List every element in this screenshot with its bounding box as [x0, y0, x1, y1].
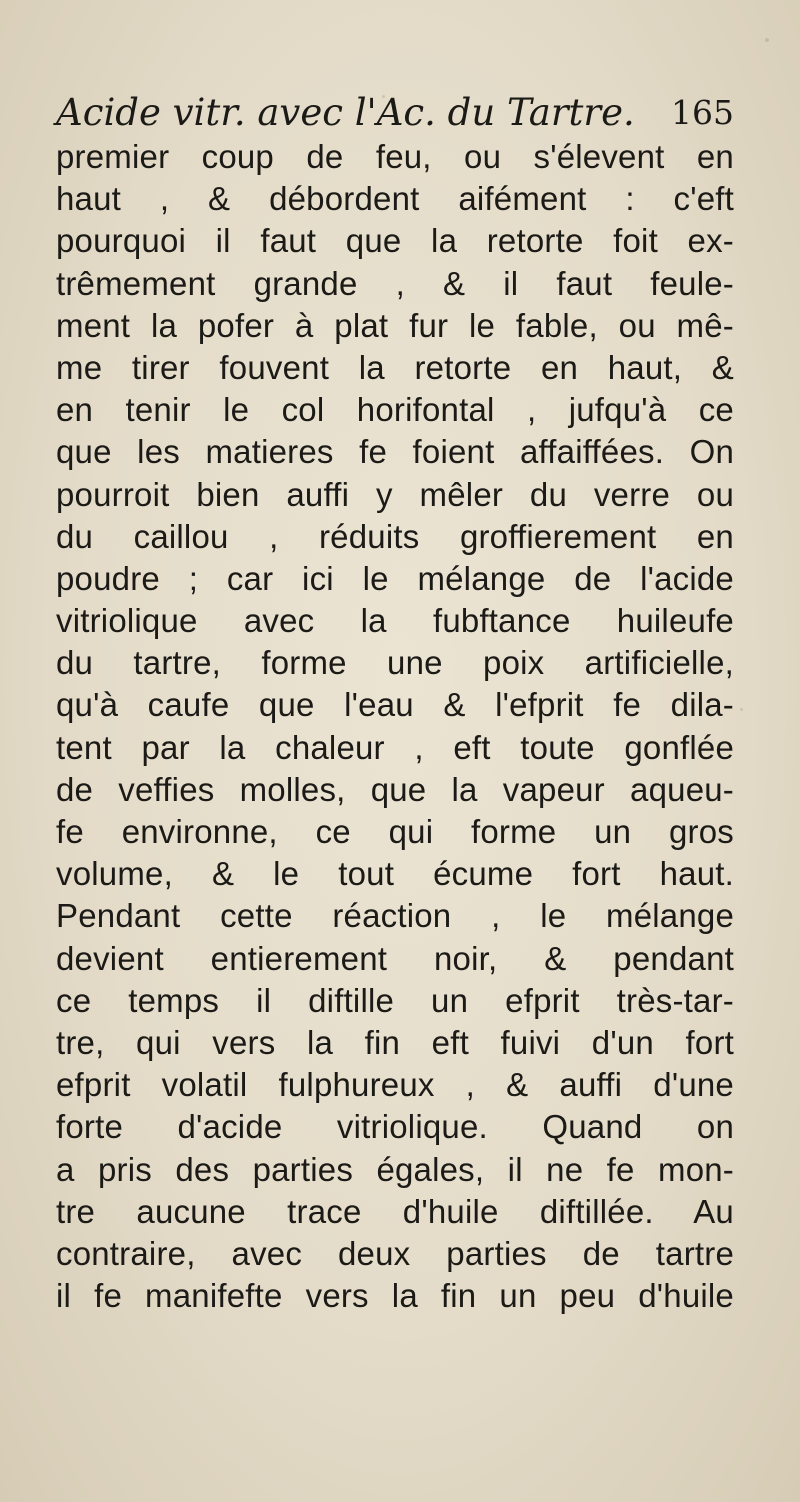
text-line: vitriolique avec la fubftance huileufe	[56, 602, 734, 640]
text-line: Pendant cette réaction , le mélange	[56, 897, 734, 935]
text-line: me tirer fouvent la retorte en haut, &	[56, 348, 734, 386]
running-head	[56, 90, 734, 136]
paper-spot	[765, 38, 769, 42]
text-line: contraire, avec deux parties de tartre	[56, 1234, 734, 1272]
text-line: a pris des parties égales, il ne fe mon-	[56, 1150, 734, 1188]
text-line: qu'à caufe que l'eau & l'efprit fe dila-	[56, 686, 734, 724]
text-line: que les matieres fe foient affaiffées. On	[56, 433, 734, 471]
text-line: volume, & le tout écume fort haut.	[56, 855, 734, 893]
text-line: poudre ; car ici le mélange de l'acide	[56, 559, 734, 597]
running-title: Acide vitr. avec l'Ac. du Tartre.	[56, 91, 635, 134]
text-line: trêmement grande , & il faut feule-	[56, 264, 734, 302]
text-line: de veffies molles, que la vapeur aqueu-	[56, 770, 734, 808]
page-number: 165	[671, 93, 734, 132]
text-line: pourquoi il faut que la retorte foit ex-	[56, 222, 734, 260]
text-line: ment la pofer à plat fur le fable, ou mê-	[56, 306, 734, 344]
text-line: du caillou , réduits groffierement en	[56, 517, 734, 555]
text-line: devient entierement noir, & pendant	[56, 939, 734, 977]
text-line: ce temps il diftille un efprit très-tar-	[56, 981, 734, 1019]
text-line: premier coup de feu, ou s'élevent en	[56, 138, 734, 175]
text-line: efprit volatil fulphureux , & auffi d'une	[56, 1066, 734, 1104]
text-line: fe environne, ce qui forme un gros	[56, 813, 734, 850]
body-text	[56, 136, 776, 1317]
text-line: pourroit bien auffi y mêler du verre ou	[56, 475, 734, 513]
text-line: tent par la chaleur , eft toute gonflée	[56, 728, 734, 766]
text-line: il fe manifefte vers la fin un peu d'huile	[56, 1277, 734, 1315]
text-line: forte d'acide vitriolique. Quand on	[56, 1108, 734, 1146]
text-line: tre aucune trace d'huile diftillée. Au	[56, 1192, 734, 1230]
text-block	[56, 90, 776, 1317]
text-line: haut , & débordent aifément : c'eft	[56, 180, 734, 218]
text-line: du tartre, forme une poix artificielle,	[56, 644, 734, 682]
text-line: tre, qui vers la fin eft fuivi d'un fort	[56, 1023, 734, 1061]
text-line: en tenir le col horifontal , jufqu'à ce	[56, 391, 734, 429]
